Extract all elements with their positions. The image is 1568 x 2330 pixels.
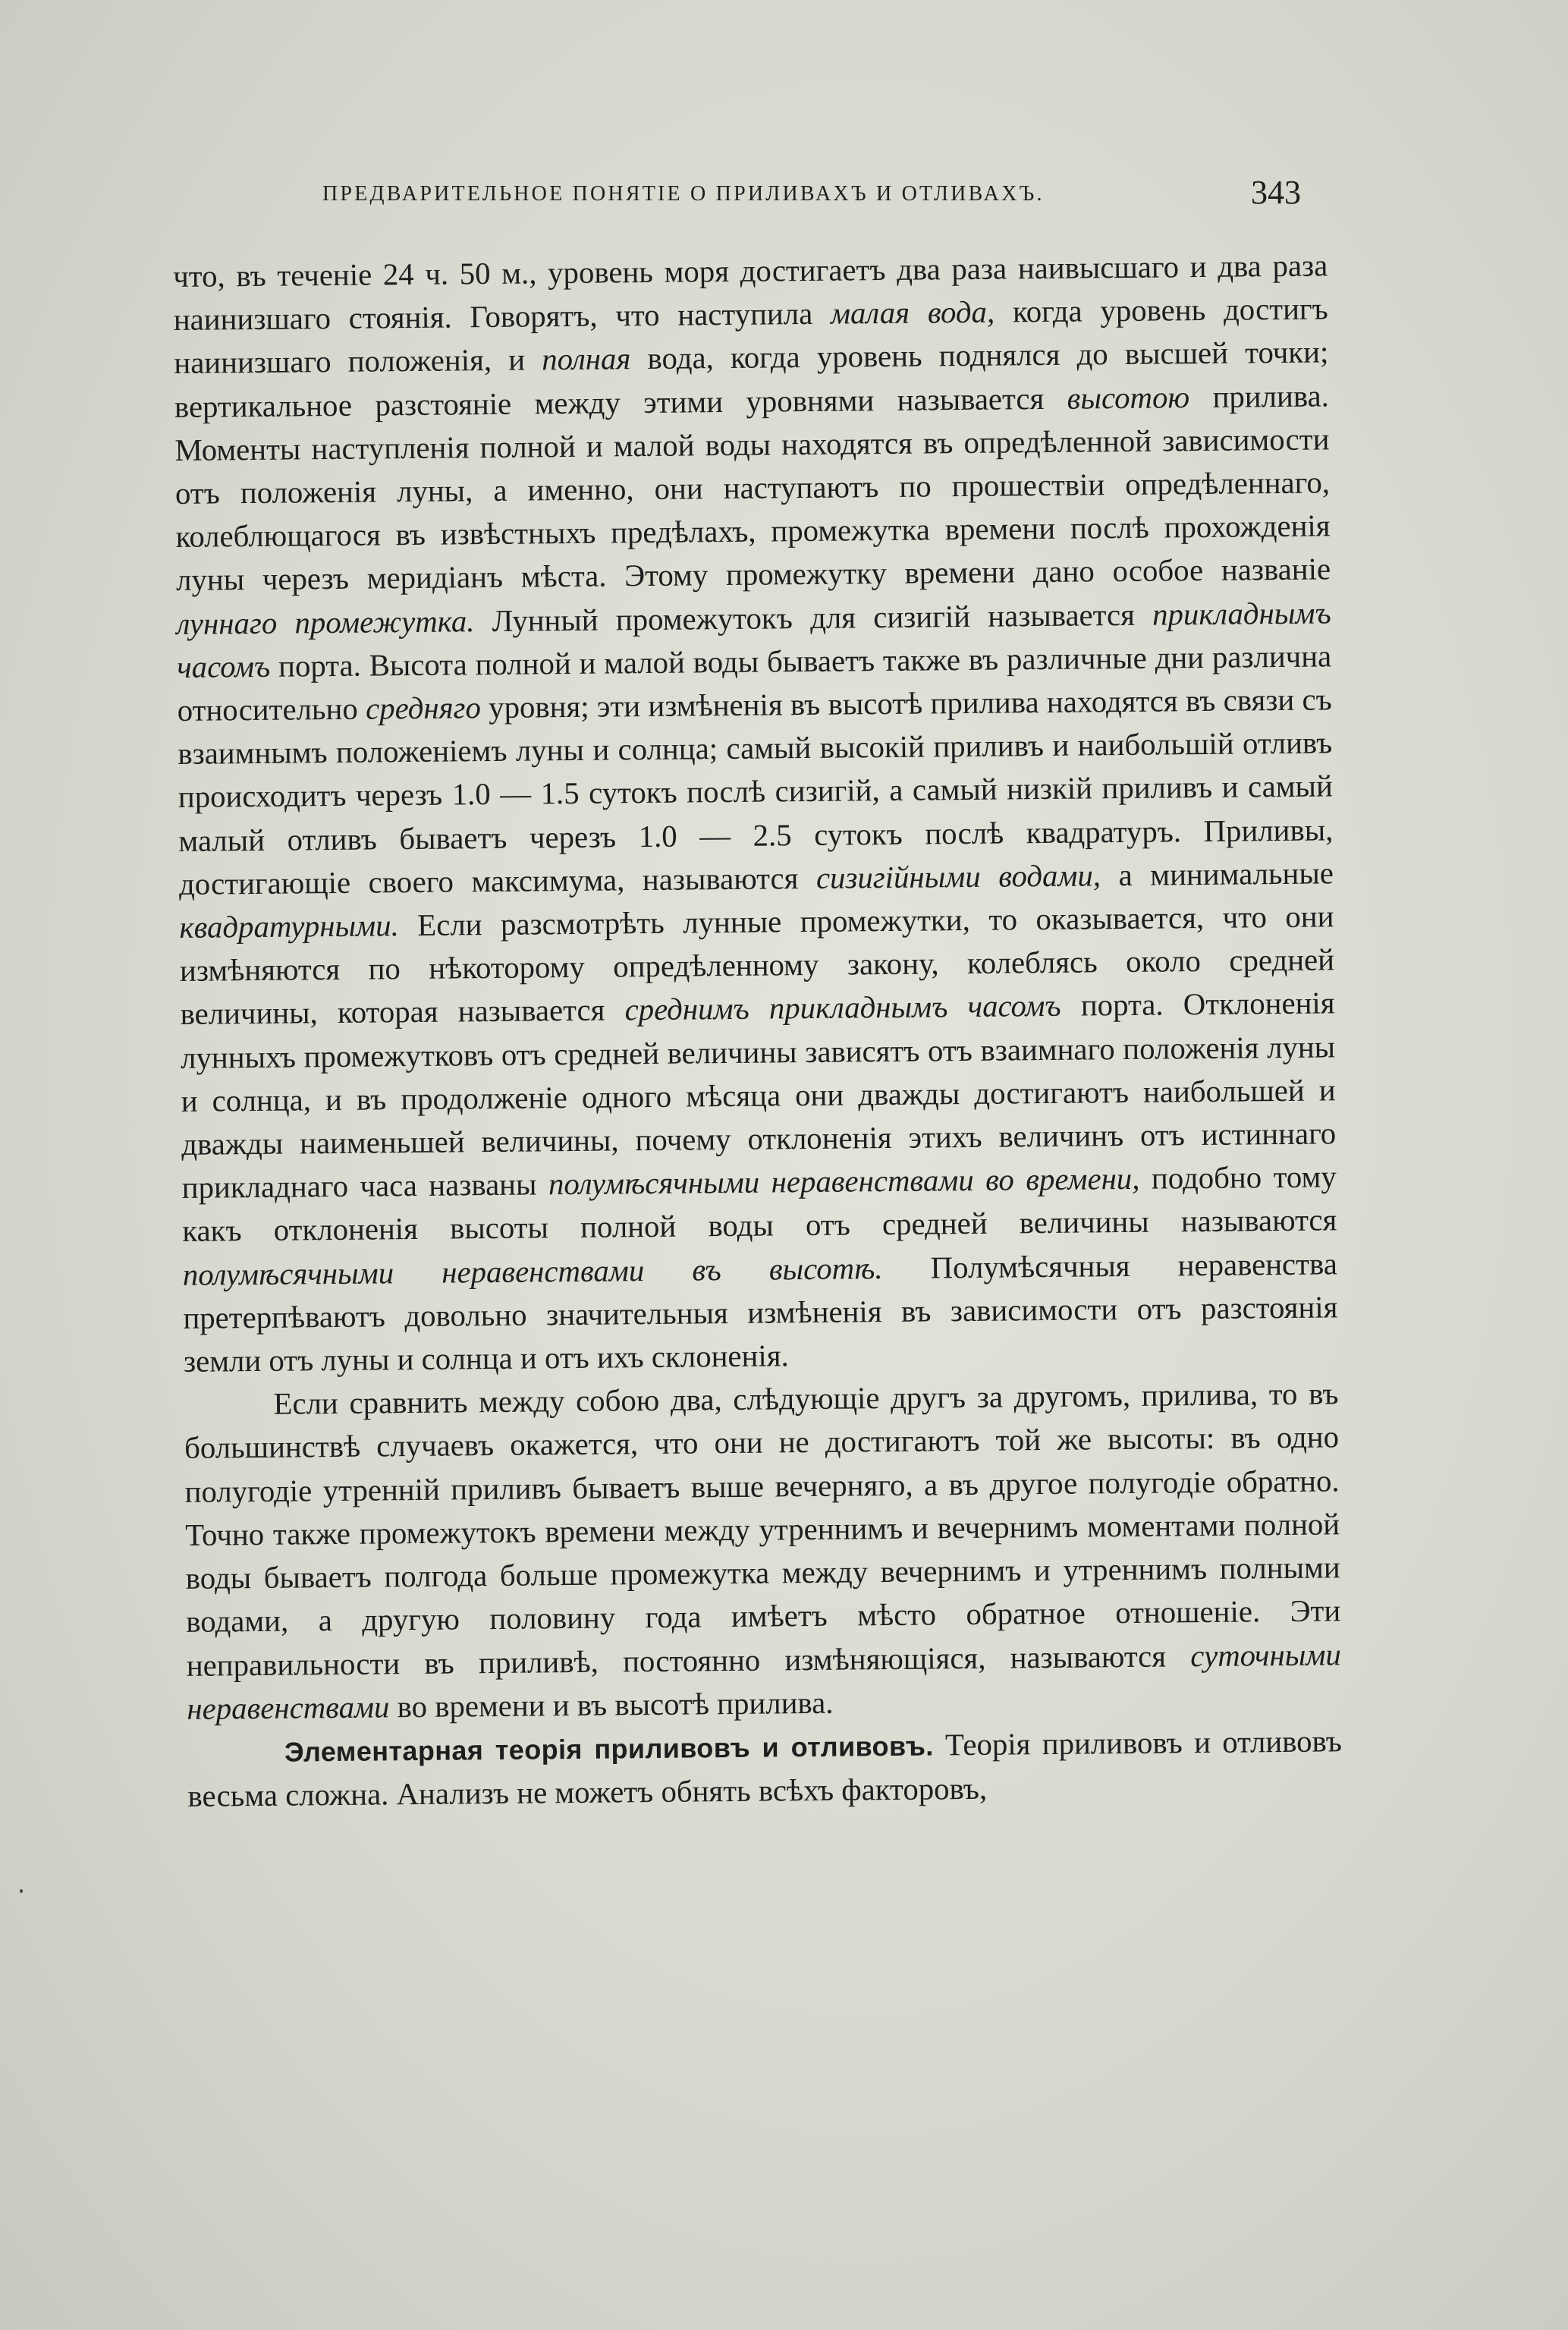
paragraph-diurnal-inequality: Если сравнить между собою два, слѣдующіе другъ за другомъ, прилива, то въ большинствѣ случаевъ окажется, что они не достигаютъ той же высоты: въ одно полугодіе утренній приливъ бываетъ выше вечерняго, а въ другое полугодіе обратно. Точно также промежутокъ времени между утреннимъ и вечернимъ моментами полной воды бываетъ полгода больше промежутка между вечернимъ и утреннимъ полными водами, а другую половину года имѣетъ мѣсто обратное отношеніе. Эти неправильности въ приливѣ, постоянно измѣняющіяся, называются суточными неравенствами во времени и въ высотѣ прилива. [184, 1376, 1341, 1726]
term-low-water: малая вода, [830, 294, 995, 331]
body-text [173, 244, 1343, 1818]
term-spring-tides: сизигійными водами, [815, 858, 1101, 895]
term-establishment: прикладнымъ часомъ [176, 595, 1331, 684]
page-number: 343 [1251, 174, 1301, 211]
term-semimonthly-height: полумѣсячными неравенствами въ высотѣ. [182, 1250, 883, 1292]
term-mean: средняго [365, 690, 482, 726]
term-mean-establishment: среднимъ прикладнымъ часомъ [624, 989, 1061, 1027]
paragraph-tides-definition: что, въ теченіе 24 ч. 50 м., уровень моря достигаетъ два раза наивысшаго и два раза наинизшаго стоянія. Говорятъ, что наступила малая вода, когда уровень достигъ наинизшаго положенія, и полная вода, когда уровень поднялся до высшей точки; вертикальное разстояніе между этими уровнями называется высотою прилива. Моменты наступленія полной и малой воды находятся въ опредѣленной зависимости отъ положенія луны, а именно, они наступаютъ по прошествіи опредѣленнаго, колеблющагося въ извѣстныхъ предѣлахъ, промежутка времени послѣ прохожденія луны черезъ меридіанъ мѣста. Этому промежутку времени дано особое названіе луннаго промежутка. Лунный промежутокъ для сизигій называется прикладнымъ часомъ порта. Высота полной и малой воды бываетъ также въ различные дни различна относительно средняго уровня; эти измѣненія въ высотѣ прилива находятся въ связи съ взаимнымъ положеніемъ луны и солнца; самый высокій приливъ и наибольшій отливъ происходитъ черезъ 1.0 — 1.5 сутокъ послѣ сизигій, а самый низкій приливъ и самый малый отливъ бываетъ черезъ 1.0 — 2.5 сутокъ послѣ квадратуръ. Приливы, достигающіе своего максимума, называются сизигійными водами, а минимальные квадратурными. Если разсмотрѣть лунные промежутки, то оказывается, что они измѣняются по нѣкоторому опредѣленному закону, колеблясь около средней величины, которая называется среднимъ прикладнымъ часомъ порта. Отклоненія лунныхъ промежутковъ отъ средней величины зависятъ отъ взаимнаго положенія луны и солнца, и въ продолженіе одного мѣсяца они дважды достигаютъ наибольшей и дважды наименьшей величины, почему отклоненія этихъ величинъ отъ истиннаго прикладнаго часа названы полумѣсячными неравенствами во времени, подобно тому какъ отклоненія высоты полной воды отъ средней величины называются полумѣсячными неравенствами въ высотѣ. Полумѣсячныя неравенства претерпѣваютъ довольно значительныя измѣненія въ зависимости отъ разстоянія земли отъ луны и солнца и отъ ихъ склоненія. [173, 248, 1338, 1379]
term-semimonthly-time: полумѣсячными неравенствами во времени, [548, 1162, 1140, 1202]
paper-speck [20, 1889, 23, 1893]
term-tide-height: высотою [1067, 379, 1190, 416]
running-title: ПРЕДВАРИТЕЛЬНОЕ ПОНЯТІЕ О ПРИЛИВАХЪ И ОТЛИВАХЪ. [322, 182, 1045, 206]
term-high-water: полная [541, 341, 631, 377]
term-lunar-interval: луннаго промежутка. [176, 603, 475, 641]
term-neap-tides: квадратурными. [179, 908, 399, 945]
running-head [322, 173, 1301, 219]
term-diurnal-inequality: суточными неравенствами [187, 1637, 1341, 1726]
paragraph-elementary-theory: Элементарная теорія приливовъ и отливовъ. Теорія приливовъ и отливовъ весьма сложна. Анализъ не можетъ обнять всѣхъ факторовъ, [187, 1724, 1343, 1814]
section-heading: Элементарная теорія приливовъ и отливовъ. [284, 1730, 934, 1768]
